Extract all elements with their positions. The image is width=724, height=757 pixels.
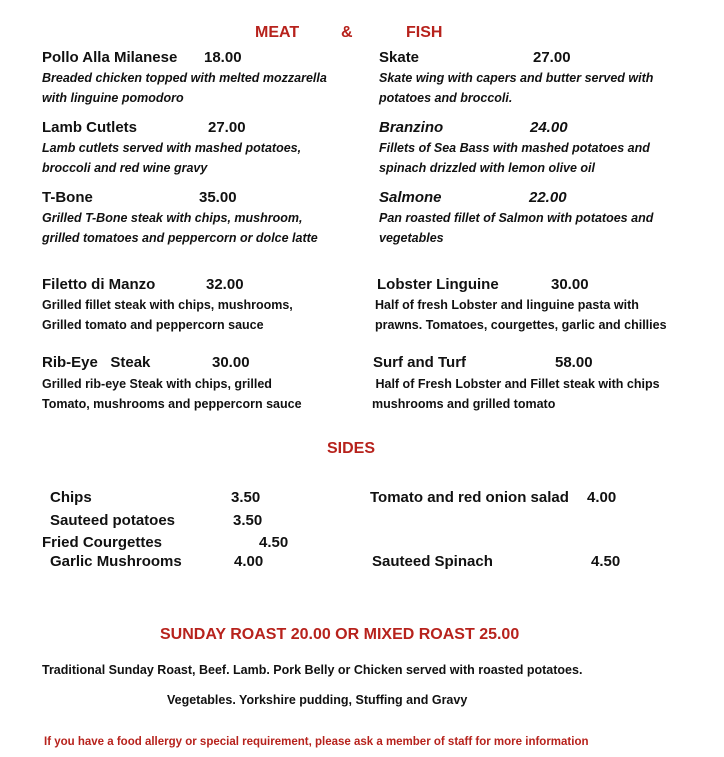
dish-name: Rib-Eye Steak [42, 354, 151, 371]
dish-description: Lamb cutlets served with mashed potatoes, [42, 141, 302, 155]
dish-price: 32.00 [206, 276, 244, 293]
dish-description: mushrooms and grilled tomato [372, 397, 556, 411]
side-name: Fried Courgettes [42, 534, 163, 551]
dish-name: Surf and Turf [373, 354, 467, 371]
dish-price: 27.00 [208, 119, 246, 136]
dish-name: Salmone [379, 189, 442, 206]
side-price: 4.00 [587, 489, 617, 506]
sides-heading: SIDES [327, 440, 376, 457]
dish-description: Tomato, mushrooms and peppercorn sauce [42, 397, 302, 411]
dish-description: Grilled tomato and peppercorn sauce [42, 318, 264, 332]
side-price: 3.50 [233, 512, 263, 529]
side-name: Tomato and red onion salad [370, 489, 569, 506]
side-name: Chips [50, 489, 92, 506]
dish-price: 58.00 [555, 354, 593, 371]
dish-name: Lamb Cutlets [42, 119, 138, 136]
dish-description: spinach drizzled with lemon olive oil [379, 161, 596, 175]
meat-heading: MEAT [255, 24, 300, 41]
dish-description: Half of fresh Lobster and linguine pasta with [375, 298, 639, 312]
roast-description: Traditional Sunday Roast, Beef. Lamb. Pork Belly or Chicken served with roasted potatoes. [42, 663, 583, 677]
dish-description: Half of Fresh Lobster and Fillet steak with chips [372, 377, 660, 391]
dish-price: 27.00 [533, 49, 571, 66]
dish-name: T-Bone [42, 189, 93, 206]
dish-description: Skate wing with capers and butter served with [379, 71, 654, 85]
dish-description: Grilled T-Bone steak with chips, mushroom, [42, 211, 303, 225]
side-price: 3.50 [231, 489, 261, 506]
dish-description: Grilled rib-eye Steak with chips, grilled [42, 377, 272, 391]
fish-heading: FISH [406, 24, 443, 41]
side-name: Sauteed potatoes [50, 512, 176, 529]
dish-description: Grilled fillet steak with chips, mushrooms, [42, 298, 293, 312]
dish-description: Pan roasted fillet of Salmon with potatoes and [379, 211, 654, 225]
dish-description: prawns. Tomatoes, courgettes, garlic and chillies [375, 318, 667, 332]
dish-name: Filetto di Manzo [42, 276, 156, 293]
dish-price: 22.00 [529, 189, 567, 206]
dish-description: broccoli and red wine gravy [42, 161, 208, 175]
dish-description: potatoes and broccoli. [379, 91, 513, 105]
ampersand: & [341, 24, 353, 41]
roast-description: Vegetables. Yorkshire pudding, Stuffing and Gravy [167, 693, 468, 707]
dish-price: 35.00 [199, 189, 237, 206]
dish-price: 30.00 [551, 276, 589, 293]
allergy-note: If you have a food allergy or special requirement, please ask a member of staff for more information [44, 736, 589, 748]
dish-price: 24.00 [530, 119, 568, 136]
dish-price: 30.00 [212, 354, 250, 371]
dish-name: Lobster Linguine [377, 276, 499, 293]
side-name: Garlic Mushrooms [50, 553, 182, 570]
sunday-roast-heading: SUNDAY ROAST 20.00 OR MIXED ROAST 25.00 [160, 626, 520, 643]
dish-description: vegetables [379, 231, 444, 245]
dish-description: Fillets of Sea Bass with mashed potatoes and [379, 141, 650, 155]
dish-description: with linguine pomodoro [42, 91, 184, 105]
side-price: 4.50 [259, 534, 289, 551]
dish-description: grilled tomatoes and peppercorn or dolce latte [42, 231, 318, 245]
dish-name: Pollo Alla Milanese [42, 49, 178, 66]
side-name: Sauteed Spinach [372, 553, 493, 570]
side-price: 4.50 [591, 553, 621, 570]
dish-price: 18.00 [204, 49, 242, 66]
dish-description: Breaded chicken topped with melted mozzarella [42, 71, 327, 85]
dish-name: Skate [379, 49, 420, 66]
side-price: 4.00 [234, 553, 264, 570]
dish-name: Branzino [379, 119, 444, 136]
